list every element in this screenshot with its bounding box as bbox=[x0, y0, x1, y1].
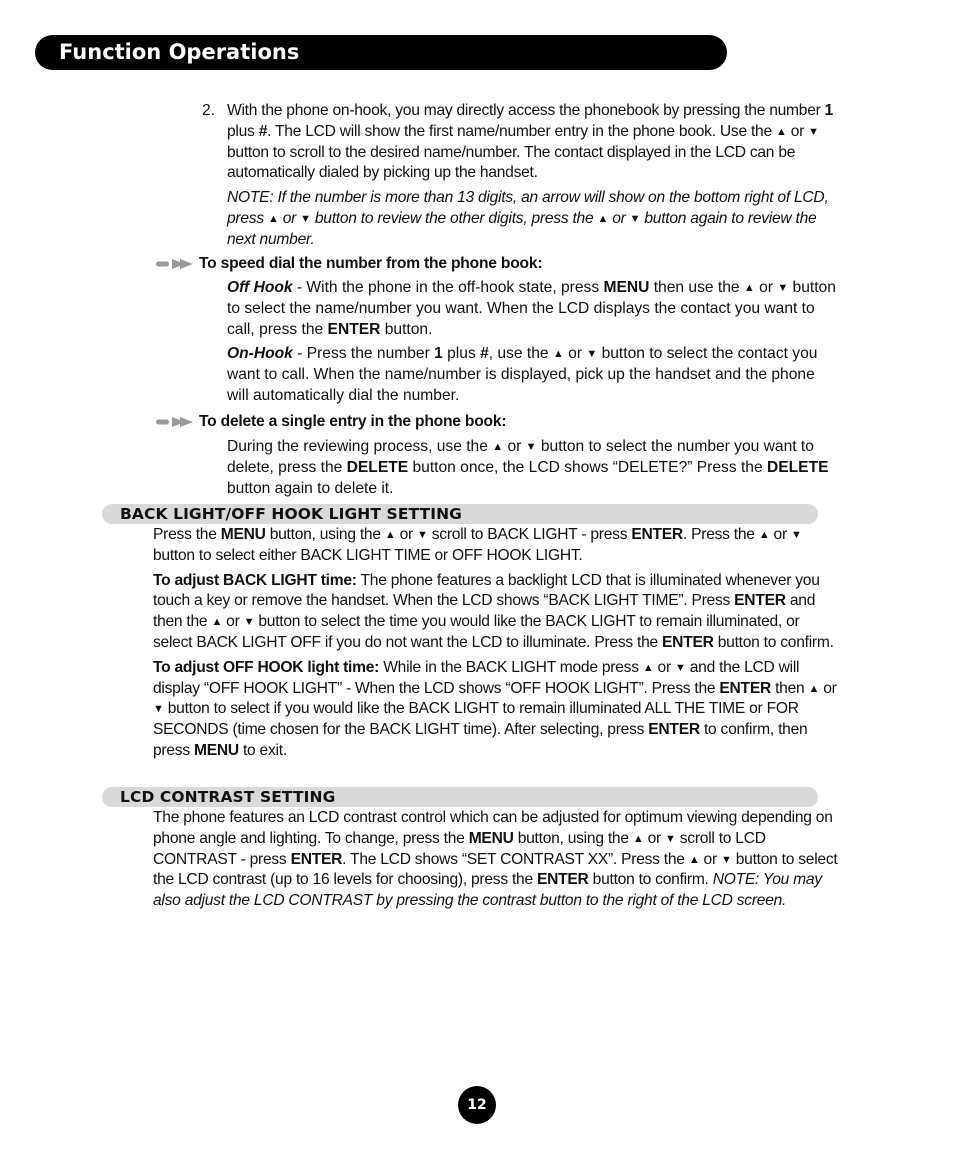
down-arrow-icon: ▼ bbox=[790, 529, 802, 541]
on-hook-paragraph bbox=[227, 344, 837, 406]
page-number: 12 bbox=[458, 1086, 496, 1124]
text-run: scroll to LCD CONTRAST - press bbox=[153, 829, 766, 868]
text-run: button to select if you would like the BACK LIGHT to remain illuminated ALL THE TIME or FOR SECONDS (time chosen for the BACK LIGHT time). After selecting, press bbox=[153, 700, 799, 739]
up-arrow-icon: ▲ bbox=[632, 832, 644, 845]
text-run: button to select the name/number you want. When the LCD displays the contact you want to call, press the bbox=[227, 279, 836, 338]
double-arrow-icon bbox=[155, 258, 195, 270]
up-arrow-icon: ▲ bbox=[743, 282, 755, 294]
text-run: scroll to BACK LIGHT - press bbox=[427, 526, 632, 543]
text-run: ENTER bbox=[631, 526, 683, 543]
text-run: ENTER bbox=[327, 320, 381, 338]
text-run: button. bbox=[380, 320, 433, 338]
text-run: or bbox=[503, 438, 526, 455]
text-run: button, using the bbox=[513, 829, 633, 847]
contrast-paragraph bbox=[153, 808, 841, 912]
text-run: button once, the LCD shows “DELETE?” Press the bbox=[408, 458, 767, 476]
text-run: ENTER bbox=[648, 721, 700, 739]
text-run: or bbox=[395, 526, 418, 543]
down-arrow-icon: ▼ bbox=[721, 853, 732, 866]
text-run: MENU bbox=[468, 829, 514, 847]
up-arrow-icon: ▲ bbox=[552, 348, 564, 361]
delete-heading: To delete a single entry in the phone book: bbox=[199, 413, 507, 430]
text-run: button to select either BACK LIGHT TIME or OFF HOOK LIGHT. bbox=[153, 546, 583, 564]
list-number: 2. bbox=[202, 102, 216, 119]
text-run: ENTER bbox=[536, 871, 589, 889]
up-arrow-icon: ▲ bbox=[267, 212, 279, 225]
text-run: button again to review the next number. bbox=[227, 209, 817, 248]
text-run: button to select the time you would like the BACK LIGHT to remain illuminated, or select BACK LIGHT OFF if you do not want the LCD to illuminate. Press the bbox=[153, 613, 800, 651]
down-arrow-icon: ▼ bbox=[525, 441, 537, 453]
text-run: ENTER bbox=[734, 592, 786, 610]
text-run: plus bbox=[442, 345, 481, 363]
text-run: and then the bbox=[153, 592, 816, 631]
text-run: . The LCD will show the first name/number entry in the phone book. Use the bbox=[267, 122, 776, 140]
item2-note bbox=[227, 188, 837, 250]
down-arrow-icon: ▼ bbox=[808, 125, 819, 138]
text-run: # bbox=[480, 345, 489, 363]
text-run: or bbox=[222, 613, 244, 631]
text-run: The phone features a backlight LCD that is illuminated whenever you touch a key or remove the handset. When the LCD shows “BACK LIGHT TIME”. Press bbox=[153, 571, 820, 610]
text-run: or bbox=[278, 209, 301, 227]
up-arrow-icon: ▲ bbox=[642, 661, 654, 674]
down-arrow-icon: ▼ bbox=[629, 212, 641, 225]
text-run: 1 bbox=[824, 102, 834, 119]
up-arrow-icon: ▲ bbox=[384, 529, 396, 541]
up-arrow-icon: ▲ bbox=[758, 529, 770, 541]
text-run: ENTER bbox=[719, 679, 771, 697]
text-run: plus bbox=[227, 122, 259, 140]
text-run: DELETE bbox=[766, 458, 829, 476]
text-run: MENU bbox=[603, 279, 650, 296]
text-run: To adjust BACK LIGHT time: bbox=[153, 571, 357, 589]
speed-dial-heading: To speed dial the number from the phone book: bbox=[199, 255, 543, 272]
text-run: The phone features an LCD contrast control which can be adjusted for optimum viewing depending on phone angle and lighting. To change, press the bbox=[153, 809, 833, 847]
text-run: During the reviewing process, use the bbox=[227, 438, 493, 455]
text-run: then bbox=[771, 679, 809, 697]
text-run: . Press the bbox=[682, 526, 759, 543]
down-arrow-icon: ▼ bbox=[675, 661, 686, 674]
contrast-body bbox=[153, 808, 841, 912]
text-run: button to review the other digits, press the bbox=[310, 209, 598, 227]
text-run: DELETE bbox=[346, 458, 409, 476]
page-title: Function Operations bbox=[59, 40, 300, 64]
down-arrow-icon: ▼ bbox=[300, 212, 311, 225]
text-run: button to select the contact you want to call. When the name/number is displayed, pick up the handset and the phone will automatically dial the number. bbox=[227, 345, 818, 404]
text-run: button to confirm. bbox=[588, 871, 713, 889]
text-run: or bbox=[699, 850, 721, 868]
backlight-paragraph-3 bbox=[153, 658, 841, 762]
text-run: button to confirm. bbox=[713, 633, 834, 651]
item2-paragraph bbox=[227, 101, 837, 184]
text-run: or bbox=[819, 679, 837, 697]
text-run: or bbox=[786, 122, 809, 140]
speed-dial-body bbox=[227, 278, 837, 407]
text-run: and the LCD will display “OFF HOOK LIGHT” - When the LCD shows “OFF HOOK LIGHT”. Press the bbox=[153, 658, 800, 697]
up-arrow-icon: ▲ bbox=[492, 441, 504, 453]
text-run: Off Hook bbox=[227, 279, 293, 296]
text-run: button to select the LCD contrast (up to 16 levels for choosing), press the bbox=[153, 850, 838, 889]
delete-paragraph bbox=[227, 437, 837, 499]
text-run: or bbox=[608, 209, 630, 227]
off-hook-paragraph bbox=[227, 278, 837, 340]
text-run: to exit. bbox=[238, 741, 287, 759]
text-run: button to select the number you want to delete, press the bbox=[227, 438, 814, 476]
text-run: NOTE: You may also adjust the LCD CONTRAST by pressing the contrast button to the right of the LCD screen. bbox=[153, 871, 822, 910]
down-arrow-icon: ▼ bbox=[586, 348, 598, 361]
down-arrow-icon: ▼ bbox=[777, 282, 789, 294]
section-header-bar bbox=[35, 35, 727, 70]
text-run: On-Hook bbox=[227, 345, 293, 363]
backlight-body bbox=[153, 525, 841, 762]
text-run: or bbox=[769, 526, 791, 543]
up-arrow-icon: ▲ bbox=[597, 212, 609, 225]
text-run: button, using the bbox=[265, 526, 385, 543]
text-run: or bbox=[754, 279, 778, 296]
text-run: or bbox=[653, 658, 675, 676]
down-arrow-icon: ▼ bbox=[243, 616, 255, 629]
text-run: , use the bbox=[488, 345, 553, 363]
text-run: 1 bbox=[434, 345, 443, 363]
text-run: With the phone on-hook, you may directly access the phonebook by pressing the number bbox=[227, 102, 825, 119]
text-run: While in the BACK LIGHT mode press bbox=[379, 658, 643, 676]
text-run: then use the bbox=[649, 279, 744, 296]
text-run: - Press the number bbox=[292, 345, 435, 363]
text-run: ENTER bbox=[662, 633, 714, 651]
up-arrow-icon: ▲ bbox=[211, 616, 223, 629]
text-run: Press the bbox=[153, 526, 221, 543]
backlight-section-title: BACK LIGHT/OFF HOOK LIGHT SETTING bbox=[120, 505, 462, 523]
text-run: . The LCD shows “SET CONTRAST XX”. Press the bbox=[342, 850, 689, 868]
text-run: or bbox=[643, 829, 666, 847]
list-item-2 bbox=[227, 101, 837, 251]
up-arrow-icon: ▲ bbox=[688, 853, 700, 866]
delete-body bbox=[227, 437, 837, 499]
down-arrow-icon: ▼ bbox=[665, 832, 676, 845]
backlight-section-bar bbox=[102, 504, 818, 524]
up-arrow-icon: ▲ bbox=[775, 125, 787, 138]
down-arrow-icon: ▼ bbox=[417, 529, 428, 541]
double-arrow-icon bbox=[155, 416, 195, 428]
down-arrow-icon: ▼ bbox=[153, 703, 164, 716]
text-run: # bbox=[258, 122, 268, 140]
contrast-section-bar bbox=[102, 787, 818, 807]
text-run: MENU bbox=[220, 526, 266, 543]
text-run: NOTE: If the number is more than 13 digits, an arrow will show on the bottom right of LCD, press bbox=[227, 189, 829, 227]
contrast-section-title: LCD CONTRAST SETTING bbox=[120, 788, 336, 806]
text-run: button to scroll to the desired name/number. The contact displayed in the LCD can be automatically dialed by picking up the handset. bbox=[227, 143, 796, 182]
text-run: To adjust OFF HOOK light time: bbox=[153, 658, 380, 676]
text-run: - With the phone in the off-hook state, press bbox=[292, 279, 604, 296]
text-run: or bbox=[563, 345, 587, 363]
text-run: to confirm, then press bbox=[153, 721, 808, 759]
text-run: button again to delete it. bbox=[227, 479, 394, 497]
text-run: ENTER bbox=[290, 850, 343, 868]
backlight-paragraph-1 bbox=[153, 525, 841, 567]
text-run: MENU bbox=[193, 741, 239, 759]
up-arrow-icon: ▲ bbox=[808, 682, 820, 695]
backlight-paragraph-2 bbox=[153, 571, 841, 654]
